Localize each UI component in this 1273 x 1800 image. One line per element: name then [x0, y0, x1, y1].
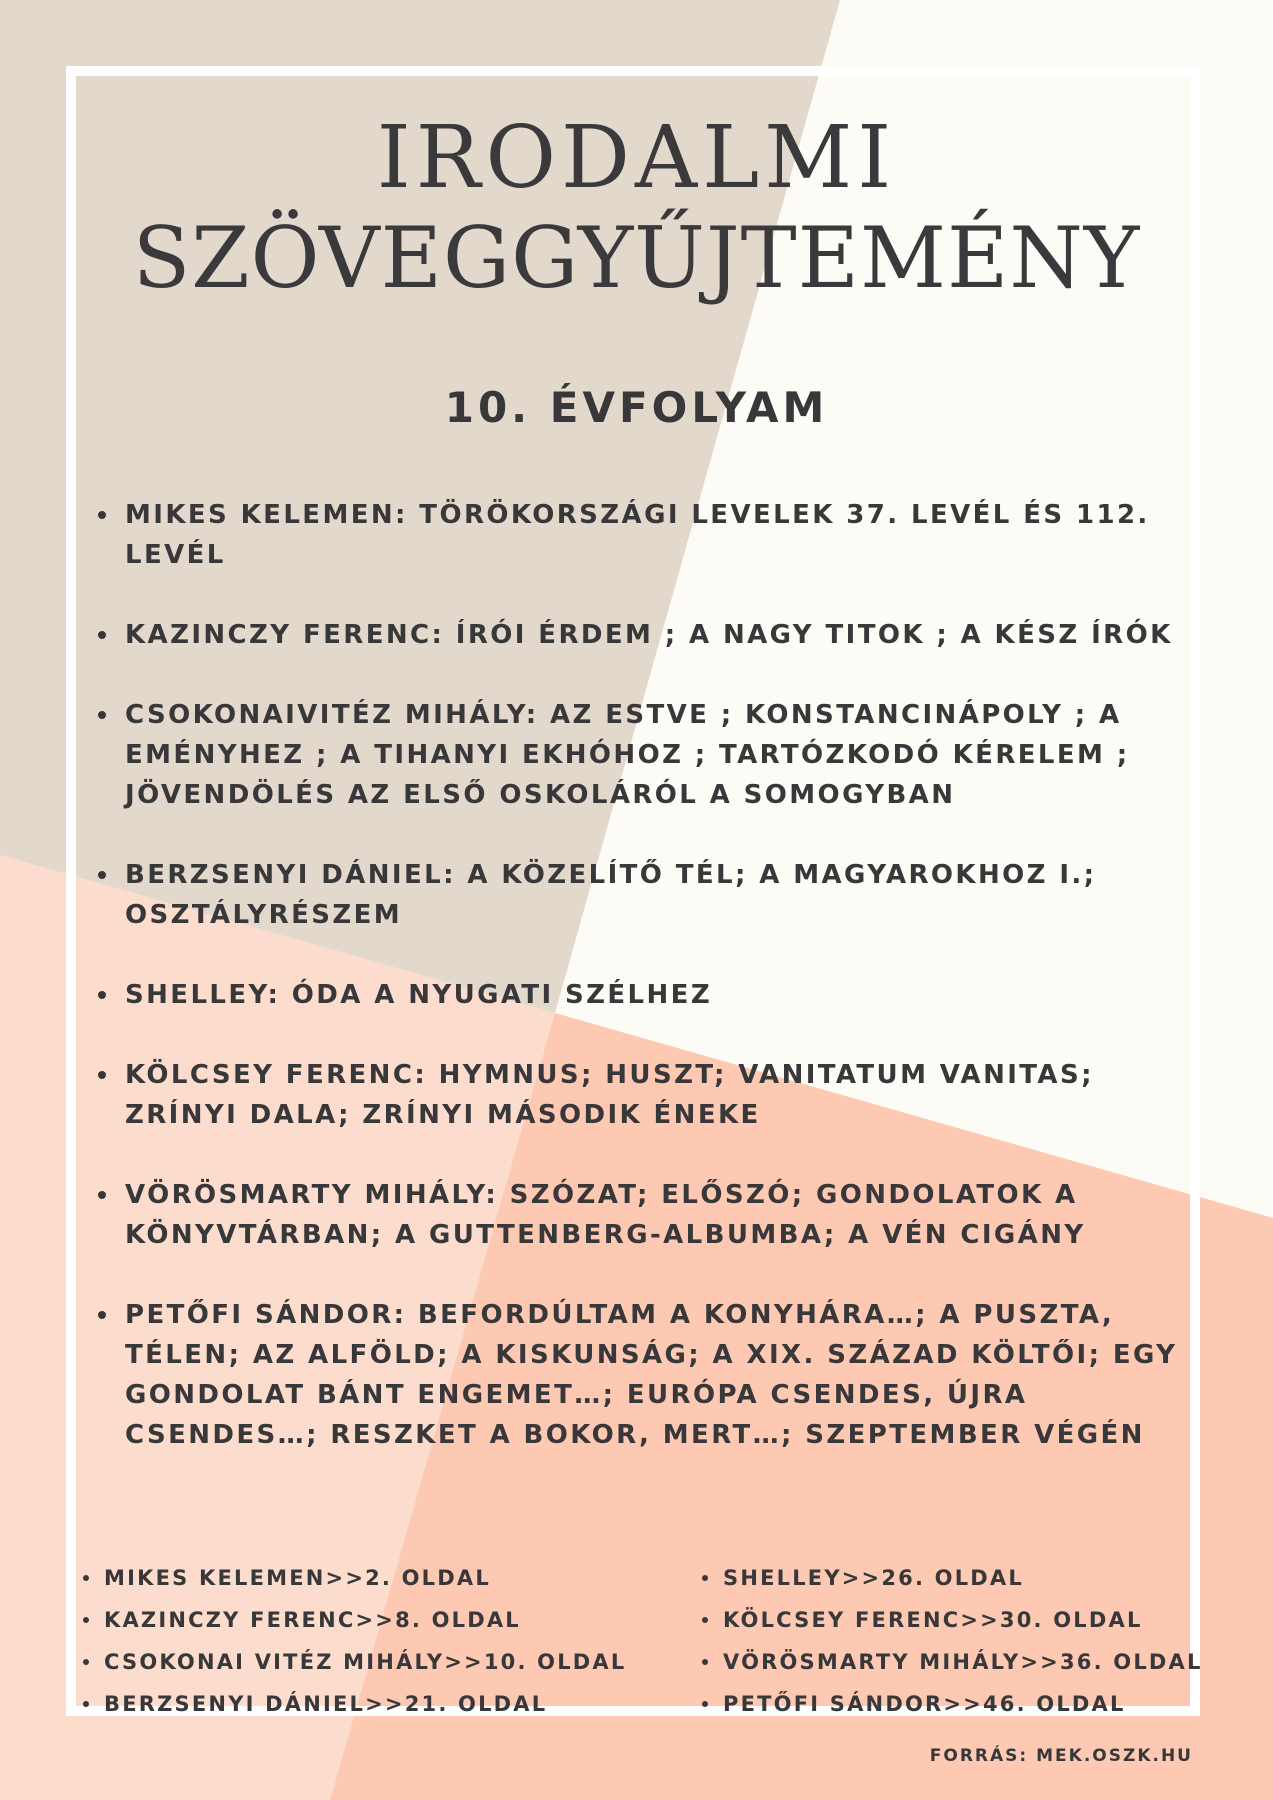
- bullet-icon: [98, 1191, 106, 1199]
- index-item: [723, 1641, 1203, 1683]
- bullet-icon: [83, 1701, 89, 1707]
- grade-subtitle: 10. ÉVFOLYAM: [444, 383, 829, 432]
- index-item: [104, 1683, 626, 1725]
- list-item-text: CSOKONAIVITÉZ MIHÁLY: AZ ESTVE ; KONSTANCINÁPOLY ; A EMÉNYHEZ ; A TIHANYI EKHÓHOZ ; TARTÓZKODÓ KÉRELEM ; JÖVENDÖLÉS AZ ELSŐ OSKOLÁRÓL A SOMOGYBAN: [125, 700, 1130, 810]
- source-credit: FORRÁS: MEK.OSZK.HU: [929, 1746, 1193, 1766]
- title-line-1: IRODALMI: [376, 108, 897, 208]
- index-item: [104, 1641, 626, 1683]
- list-item-text: KAZINCZY FERENC: ÍRÓI ÉRDEM ; A NAGY TITOK ; A KÉSZ ÍRÓK: [125, 620, 1173, 650]
- bullet-icon: [98, 631, 106, 639]
- index-item-text: SHELLEY>>26. OLDAL: [723, 1566, 1024, 1590]
- list-item-text: PETŐFI SÁNDOR: BEFORDÚLTAM A KONYHÁRA…; A PUSZTA, TÉLEN; AZ ALFÖLD; A KISKUNSÁG; A XIX. SZÁZAD KÖLTŐI; EGY GONDOLAT BÁNT ENGEMET…; EURÓPA CSENDES, ÚJRA CSENDES…; RESZKET A BOKOR, MERT…; SZEPTEMBER VÉGÉN: [125, 1300, 1178, 1450]
- title-line-2: SZÖVEGGYŰJTEMÉNY: [132, 209, 1141, 307]
- list-item: [125, 495, 1185, 575]
- bullet-icon: [702, 1617, 708, 1623]
- index-item: [723, 1599, 1203, 1641]
- works-list: [125, 495, 1185, 1495]
- page-index-right: [723, 1557, 1203, 1725]
- list-item: [125, 855, 1185, 935]
- list-item-text: SHELLEY: ÓDA A NYUGATI SZÉLHEZ: [125, 980, 713, 1010]
- bullet-icon: [702, 1659, 708, 1665]
- list-item-text: MIKES KELEMEN: TÖRÖKORSZÁGI LEVELEK 37. LEVÉL ÉS 112. LEVÉL: [125, 500, 1150, 570]
- index-item: [104, 1557, 626, 1599]
- bullet-icon: [702, 1701, 708, 1707]
- bullet-icon: [83, 1617, 89, 1623]
- list-item: [125, 615, 1185, 655]
- index-item-text: VÖRÖSMARTY MIHÁLY>>36. OLDAL: [723, 1650, 1203, 1674]
- index-item-text: CSOKONAI VITÉZ MIHÁLY>>10. OLDAL: [104, 1650, 627, 1674]
- list-item: [125, 975, 1185, 1015]
- index-item-text: KAZINCZY FERENC>>8. OLDAL: [104, 1608, 521, 1632]
- list-item: [125, 1175, 1185, 1255]
- index-item-text: KÖLCSEY FERENC>>30. OLDAL: [723, 1608, 1143, 1632]
- bullet-icon: [702, 1575, 708, 1581]
- index-item: [723, 1683, 1203, 1725]
- index-item-text: BERZSENYI DÁNIEL>>21. OLDAL: [104, 1692, 548, 1716]
- list-item: [125, 695, 1185, 815]
- bullet-icon: [98, 991, 106, 999]
- bullet-icon: [98, 871, 106, 879]
- list-item: [125, 1295, 1185, 1455]
- list-item-text: VÖRÖSMARTY MIHÁLY: SZÓZAT; ELŐSZÓ; GONDOLATOK A KÖNYVTÁRBAN; A GUTTENBERG-ALBUMBA; A VÉN CIGÁNY: [125, 1180, 1086, 1250]
- index-item-text: MIKES KELEMEN>>2. OLDAL: [104, 1566, 491, 1590]
- bullet-icon: [98, 1071, 106, 1079]
- list-item-text: BERZSENYI DÁNIEL: A KÖZELÍTŐ TÉL; A MAGYAROKHOZ I.; OSZTÁLYRÉSZEM: [125, 860, 1097, 930]
- list-item-text: KÖLCSEY FERENC: HYMNUS; HUSZT; VANITATUM VANITAS; ZRÍNYI DALA; ZRÍNYI MÁSODIK ÉNEKE: [125, 1060, 1094, 1130]
- bullet-icon: [98, 511, 106, 519]
- index-item: [104, 1599, 626, 1641]
- bullet-icon: [98, 711, 106, 719]
- page-index-left: [104, 1557, 626, 1725]
- bullet-icon: [98, 1311, 106, 1319]
- list-item: [125, 1055, 1185, 1135]
- bullet-icon: [83, 1659, 89, 1665]
- bullet-icon: [83, 1575, 89, 1581]
- index-item: [723, 1557, 1203, 1599]
- index-item-text: PETŐFI SÁNDOR>>46. OLDAL: [723, 1692, 1126, 1716]
